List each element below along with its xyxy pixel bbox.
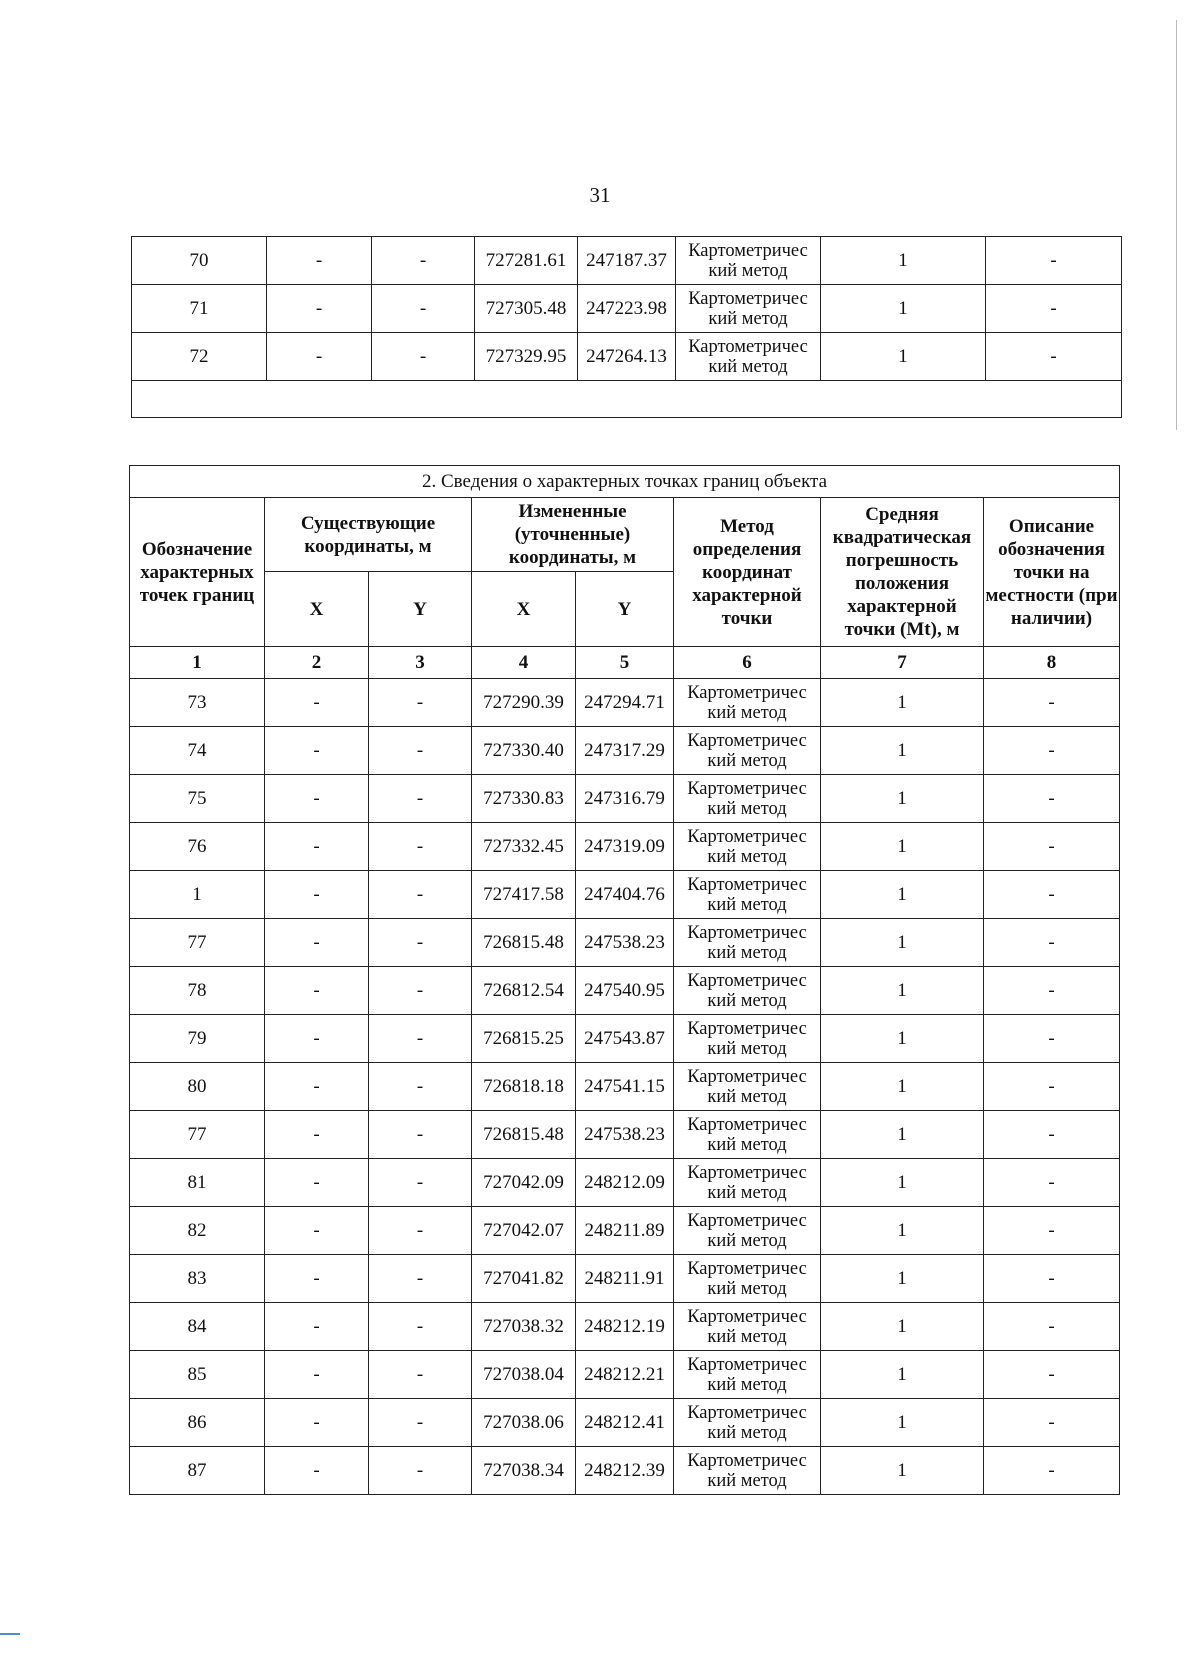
cell-existing-y: - [369, 727, 472, 775]
table-row [130, 1063, 1120, 1111]
cell-new-x: 727038.32 [472, 1303, 576, 1351]
column-number: 7 [821, 647, 984, 679]
header-existing-x: X [265, 572, 369, 647]
cell-mt: 1 [821, 919, 984, 967]
continued-table-body [132, 237, 1122, 381]
cell-description: - [984, 823, 1120, 871]
cell-existing-x: - [265, 1303, 369, 1351]
cell-existing-x: - [265, 967, 369, 1015]
column-number: 3 [369, 647, 472, 679]
column-number: 6 [674, 647, 821, 679]
table-row [130, 967, 1120, 1015]
cell-point: 81 [130, 1159, 265, 1207]
cell-new-y: 247538.23 [576, 919, 674, 967]
cell-mt: 1 [821, 679, 984, 727]
cell-point: 71 [132, 285, 267, 333]
cell-new-x: 727042.07 [472, 1207, 576, 1255]
cell-point: 1 [130, 871, 265, 919]
cell-description: - [984, 727, 1120, 775]
cell-method: Картометричес кий метод [674, 1207, 821, 1255]
cell-description: - [984, 871, 1120, 919]
cell-new-y: 248212.19 [576, 1303, 674, 1351]
cell-new-x: 726815.25 [472, 1015, 576, 1063]
table-row [130, 1015, 1120, 1063]
cell-new-x: 727330.40 [472, 727, 576, 775]
cell-mt: 1 [821, 1351, 984, 1399]
table-row [130, 1351, 1120, 1399]
cell-new-x: 727281.61 [475, 237, 578, 285]
cell-new-y: 248212.21 [576, 1351, 674, 1399]
cell-new-x: 727290.39 [472, 679, 576, 727]
cell-point: 76 [130, 823, 265, 871]
cell-existing-x: - [265, 1159, 369, 1207]
cell-description: - [984, 1063, 1120, 1111]
table-row [130, 1447, 1120, 1495]
cell-existing-x: - [265, 1015, 369, 1063]
empty-footer-cell [132, 381, 1122, 418]
cell-description: - [984, 1015, 1120, 1063]
cell-existing-x: - [265, 1351, 369, 1399]
cell-existing-x: - [265, 1111, 369, 1159]
cell-method: Картометричес кий метод [674, 1447, 821, 1495]
cell-method: Картометричес кий метод [676, 285, 821, 333]
table-row [132, 333, 1122, 381]
cell-new-y: 247223.98 [578, 285, 676, 333]
cell-method: Картометричес кий метод [676, 333, 821, 381]
table-row [130, 679, 1120, 727]
cell-existing-y: - [369, 1351, 472, 1399]
cell-mt: 1 [821, 823, 984, 871]
header-description: Описание обозначения точки на местности (при наличии) [984, 498, 1120, 647]
cell-new-x: 727329.95 [475, 333, 578, 381]
cell-new-x: 727041.82 [472, 1255, 576, 1303]
cell-existing-y: - [369, 1255, 472, 1303]
cell-method: Картометричес кий метод [676, 237, 821, 285]
cell-new-y: 247317.29 [576, 727, 674, 775]
header-point-designation: Обозначение характерных точек границ [130, 498, 265, 647]
cell-existing-y: - [372, 333, 475, 381]
cell-description: - [984, 1159, 1120, 1207]
column-number-row [130, 647, 1120, 679]
cell-new-y: 247264.13 [578, 333, 676, 381]
cell-mt: 1 [821, 1303, 984, 1351]
cell-point: 77 [130, 919, 265, 967]
cell-existing-y: - [369, 1015, 472, 1063]
empty-footer-row [132, 381, 1122, 418]
cell-method: Картометричес кий метод [674, 1255, 821, 1303]
cell-mt: 1 [821, 1447, 984, 1495]
cell-existing-y: - [369, 919, 472, 967]
cell-description: - [986, 237, 1122, 285]
cell-existing-y: - [369, 1111, 472, 1159]
cell-existing-x: - [265, 823, 369, 871]
cell-mt: 1 [821, 1255, 984, 1303]
column-number: 2 [265, 647, 369, 679]
cell-new-y: 248212.09 [576, 1159, 674, 1207]
cell-new-x: 726818.18 [472, 1063, 576, 1111]
cell-existing-x: - [265, 871, 369, 919]
cell-method: Картометричес кий метод [674, 1111, 821, 1159]
cell-mt: 1 [821, 1159, 984, 1207]
cell-method: Картометричес кий метод [674, 871, 821, 919]
cell-new-y: 247540.95 [576, 967, 674, 1015]
cell-description: - [984, 1255, 1120, 1303]
cell-method: Картометричес кий метод [674, 1063, 821, 1111]
header-changed-x: X [472, 572, 576, 647]
cell-existing-y: - [369, 775, 472, 823]
cell-point: 73 [130, 679, 265, 727]
cell-existing-y: - [369, 823, 472, 871]
cell-new-y: 248211.91 [576, 1255, 674, 1303]
cell-description: - [986, 285, 1122, 333]
cell-new-y: 247294.71 [576, 679, 674, 727]
cell-description: - [986, 333, 1122, 381]
cell-new-y: 248211.89 [576, 1207, 674, 1255]
table-row [130, 919, 1120, 967]
cell-mt: 1 [821, 1399, 984, 1447]
cell-method: Картометричес кий метод [674, 727, 821, 775]
header-changed-coordinates: Измененные (уточненные) координаты, м [472, 498, 674, 572]
cell-new-y: 247543.87 [576, 1015, 674, 1063]
cell-point: 83 [130, 1255, 265, 1303]
cell-new-y: 247404.76 [576, 871, 674, 919]
cell-existing-y: - [369, 1207, 472, 1255]
column-number: 1 [130, 647, 265, 679]
cell-mt: 1 [821, 333, 986, 381]
cell-existing-x: - [265, 1399, 369, 1447]
cell-point: 85 [130, 1351, 265, 1399]
cell-point: 82 [130, 1207, 265, 1255]
header-row-top [130, 498, 1120, 572]
table-section-title-row [130, 466, 1120, 498]
cell-point: 78 [130, 967, 265, 1015]
cell-existing-y: - [369, 1159, 472, 1207]
page-number: 31 [589, 183, 611, 207]
cell-mt: 1 [821, 871, 984, 919]
table-row [130, 1207, 1120, 1255]
table-row [132, 285, 1122, 333]
table-row [130, 871, 1120, 919]
cell-new-y: 247316.79 [576, 775, 674, 823]
cell-method: Картометричес кий метод [674, 1351, 821, 1399]
boundary-points-body [130, 679, 1120, 1495]
cell-new-x: 726815.48 [472, 1111, 576, 1159]
cell-point: 70 [132, 237, 267, 285]
cell-existing-x: - [267, 237, 372, 285]
cell-method: Картометричес кий метод [674, 919, 821, 967]
cell-existing-x: - [265, 1207, 369, 1255]
cell-existing-y: - [369, 871, 472, 919]
cell-new-x: 727038.34 [472, 1447, 576, 1495]
cell-point: 74 [130, 727, 265, 775]
cell-existing-y: - [372, 237, 475, 285]
cell-description: - [984, 1447, 1120, 1495]
cell-new-x: 727332.45 [472, 823, 576, 871]
cell-new-x: 727042.09 [472, 1159, 576, 1207]
table-row [130, 727, 1120, 775]
boundary-points-table [129, 465, 1120, 1495]
cell-description: - [984, 1303, 1120, 1351]
cell-new-x: 727330.83 [472, 775, 576, 823]
cell-existing-y: - [372, 285, 475, 333]
table-row [130, 1111, 1120, 1159]
cell-existing-x: - [267, 333, 372, 381]
column-number: 5 [576, 647, 674, 679]
cell-existing-x: - [265, 775, 369, 823]
cell-point: 86 [130, 1399, 265, 1447]
cell-existing-y: - [369, 967, 472, 1015]
cell-description: - [984, 1111, 1120, 1159]
cell-description: - [984, 1207, 1120, 1255]
cell-mt: 1 [821, 775, 984, 823]
cell-existing-x: - [265, 1063, 369, 1111]
table-row [130, 1255, 1120, 1303]
cell-point: 80 [130, 1063, 265, 1111]
cell-description: - [984, 967, 1120, 1015]
cell-method: Картометричес кий метод [674, 1015, 821, 1063]
cell-new-x: 727305.48 [475, 285, 578, 333]
cell-existing-y: - [369, 1063, 472, 1111]
header-existing-y: Y [369, 572, 472, 647]
header-existing-coordinates: Существующие координаты, м [265, 498, 472, 572]
cell-existing-y: - [369, 1447, 472, 1495]
table-row [130, 1159, 1120, 1207]
cell-existing-y: - [369, 1303, 472, 1351]
table-row [130, 1303, 1120, 1351]
cell-new-y: 247538.23 [576, 1111, 674, 1159]
cell-existing-x: - [267, 285, 372, 333]
column-number: 4 [472, 647, 576, 679]
cell-mt: 1 [821, 967, 984, 1015]
cell-description: - [984, 919, 1120, 967]
cell-existing-x: - [265, 919, 369, 967]
cell-new-x: 727417.58 [472, 871, 576, 919]
cell-point: 84 [130, 1303, 265, 1351]
cell-description: - [984, 679, 1120, 727]
header-method: Метод определения координат характерной точки [674, 498, 821, 647]
header-changed-y: Y [576, 572, 674, 647]
cell-new-y: 247187.37 [578, 237, 676, 285]
cell-description: - [984, 775, 1120, 823]
cell-new-x: 726812.54 [472, 967, 576, 1015]
cell-point: 87 [130, 1447, 265, 1495]
cell-new-x: 726815.48 [472, 919, 576, 967]
cell-point: 75 [130, 775, 265, 823]
cell-existing-x: - [265, 679, 369, 727]
table-row [132, 237, 1122, 285]
scan-corner-mark [0, 1633, 20, 1635]
cell-new-x: 727038.04 [472, 1351, 576, 1399]
cell-point: 79 [130, 1015, 265, 1063]
header-mean-square-error: Средняя квадратическая погрешность положения характерной точки (Mt), м [821, 498, 984, 647]
cell-existing-x: - [265, 1447, 369, 1495]
cell-method: Картометричес кий метод [674, 823, 821, 871]
cell-new-y: 247541.15 [576, 1063, 674, 1111]
cell-existing-y: - [369, 679, 472, 727]
cell-existing-y: - [369, 1399, 472, 1447]
cell-method: Картометричес кий метод [674, 775, 821, 823]
cell-description: - [984, 1399, 1120, 1447]
cell-method: Картометричес кий метод [674, 679, 821, 727]
cell-existing-x: - [265, 727, 369, 775]
cell-point: 72 [132, 333, 267, 381]
cell-mt: 1 [821, 1207, 984, 1255]
section-title: 2. Сведения о характерных точках границ объекта [130, 466, 1120, 498]
cell-mt: 1 [821, 1063, 984, 1111]
cell-mt: 1 [821, 1015, 984, 1063]
cell-method: Картометричес кий метод [674, 1303, 821, 1351]
cell-description: - [984, 1351, 1120, 1399]
cell-method: Картометричес кий метод [674, 1159, 821, 1207]
table-row [130, 775, 1120, 823]
cell-mt: 1 [821, 1111, 984, 1159]
cell-mt: 1 [821, 285, 986, 333]
cell-existing-x: - [265, 1255, 369, 1303]
cell-mt: 1 [821, 237, 986, 285]
cell-new-y: 247319.09 [576, 823, 674, 871]
cell-new-y: 248212.39 [576, 1447, 674, 1495]
cell-mt: 1 [821, 727, 984, 775]
scan-edge-line [1176, 20, 1177, 430]
cell-new-y: 248212.41 [576, 1399, 674, 1447]
table-row [130, 823, 1120, 871]
column-number: 8 [984, 647, 1120, 679]
continued-coordinates-table [131, 236, 1122, 418]
cell-new-x: 727038.06 [472, 1399, 576, 1447]
cell-method: Картометричес кий метод [674, 967, 821, 1015]
cell-point: 77 [130, 1111, 265, 1159]
cell-method: Картометричес кий метод [674, 1399, 821, 1447]
table-row [130, 1399, 1120, 1447]
